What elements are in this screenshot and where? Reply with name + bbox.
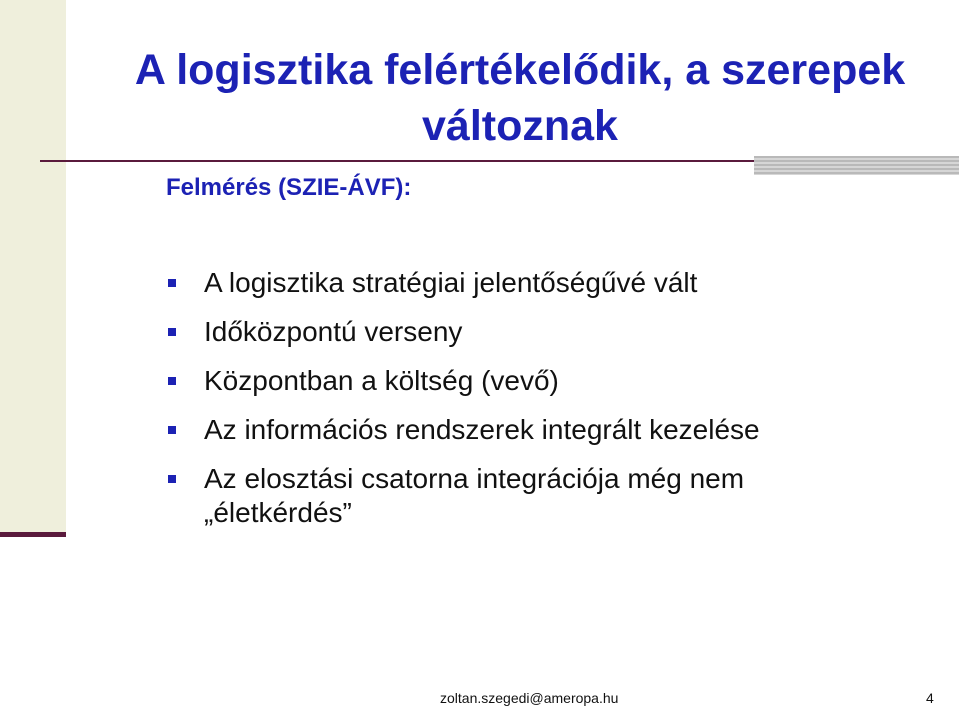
square-bullet-icon: [168, 377, 176, 385]
page-number: 4: [926, 690, 934, 706]
bullet-text: Központban a költség (vevő): [204, 365, 559, 396]
bullet-item: [166, 364, 886, 398]
side-band: [0, 0, 66, 532]
bullet-item: [166, 413, 886, 447]
square-bullet-icon: [168, 475, 176, 483]
square-bullet-icon: [168, 279, 176, 287]
bullet-item: [166, 462, 886, 530]
square-bullet-icon: [168, 426, 176, 434]
slide-subtitle: Felmérés (SZIE-ÁVF):: [166, 174, 412, 201]
slide-title: A logisztika felértékelődik, a szerepek változnak: [134, 46, 906, 150]
title-divider: [40, 160, 754, 162]
decorative-striped-bar: [754, 156, 959, 175]
bullet-text: Időközpontú verseny: [204, 316, 463, 347]
bullet-list: [166, 266, 886, 545]
bullet-text: A logisztika stratégiai jelentőségűvé vált: [204, 267, 698, 298]
square-bullet-icon: [168, 328, 176, 336]
bullet-text: Az információs rendszerek integrált kezelése: [204, 414, 760, 445]
bullet-item: [166, 315, 886, 349]
footer-email: zoltan.szegedi@ameropa.hu: [440, 690, 619, 706]
bullet-text: Az elosztási csatorna integrációja még nem „életkérdés”: [204, 463, 745, 528]
bullet-item: [166, 266, 886, 300]
side-band-edge: [0, 532, 66, 537]
